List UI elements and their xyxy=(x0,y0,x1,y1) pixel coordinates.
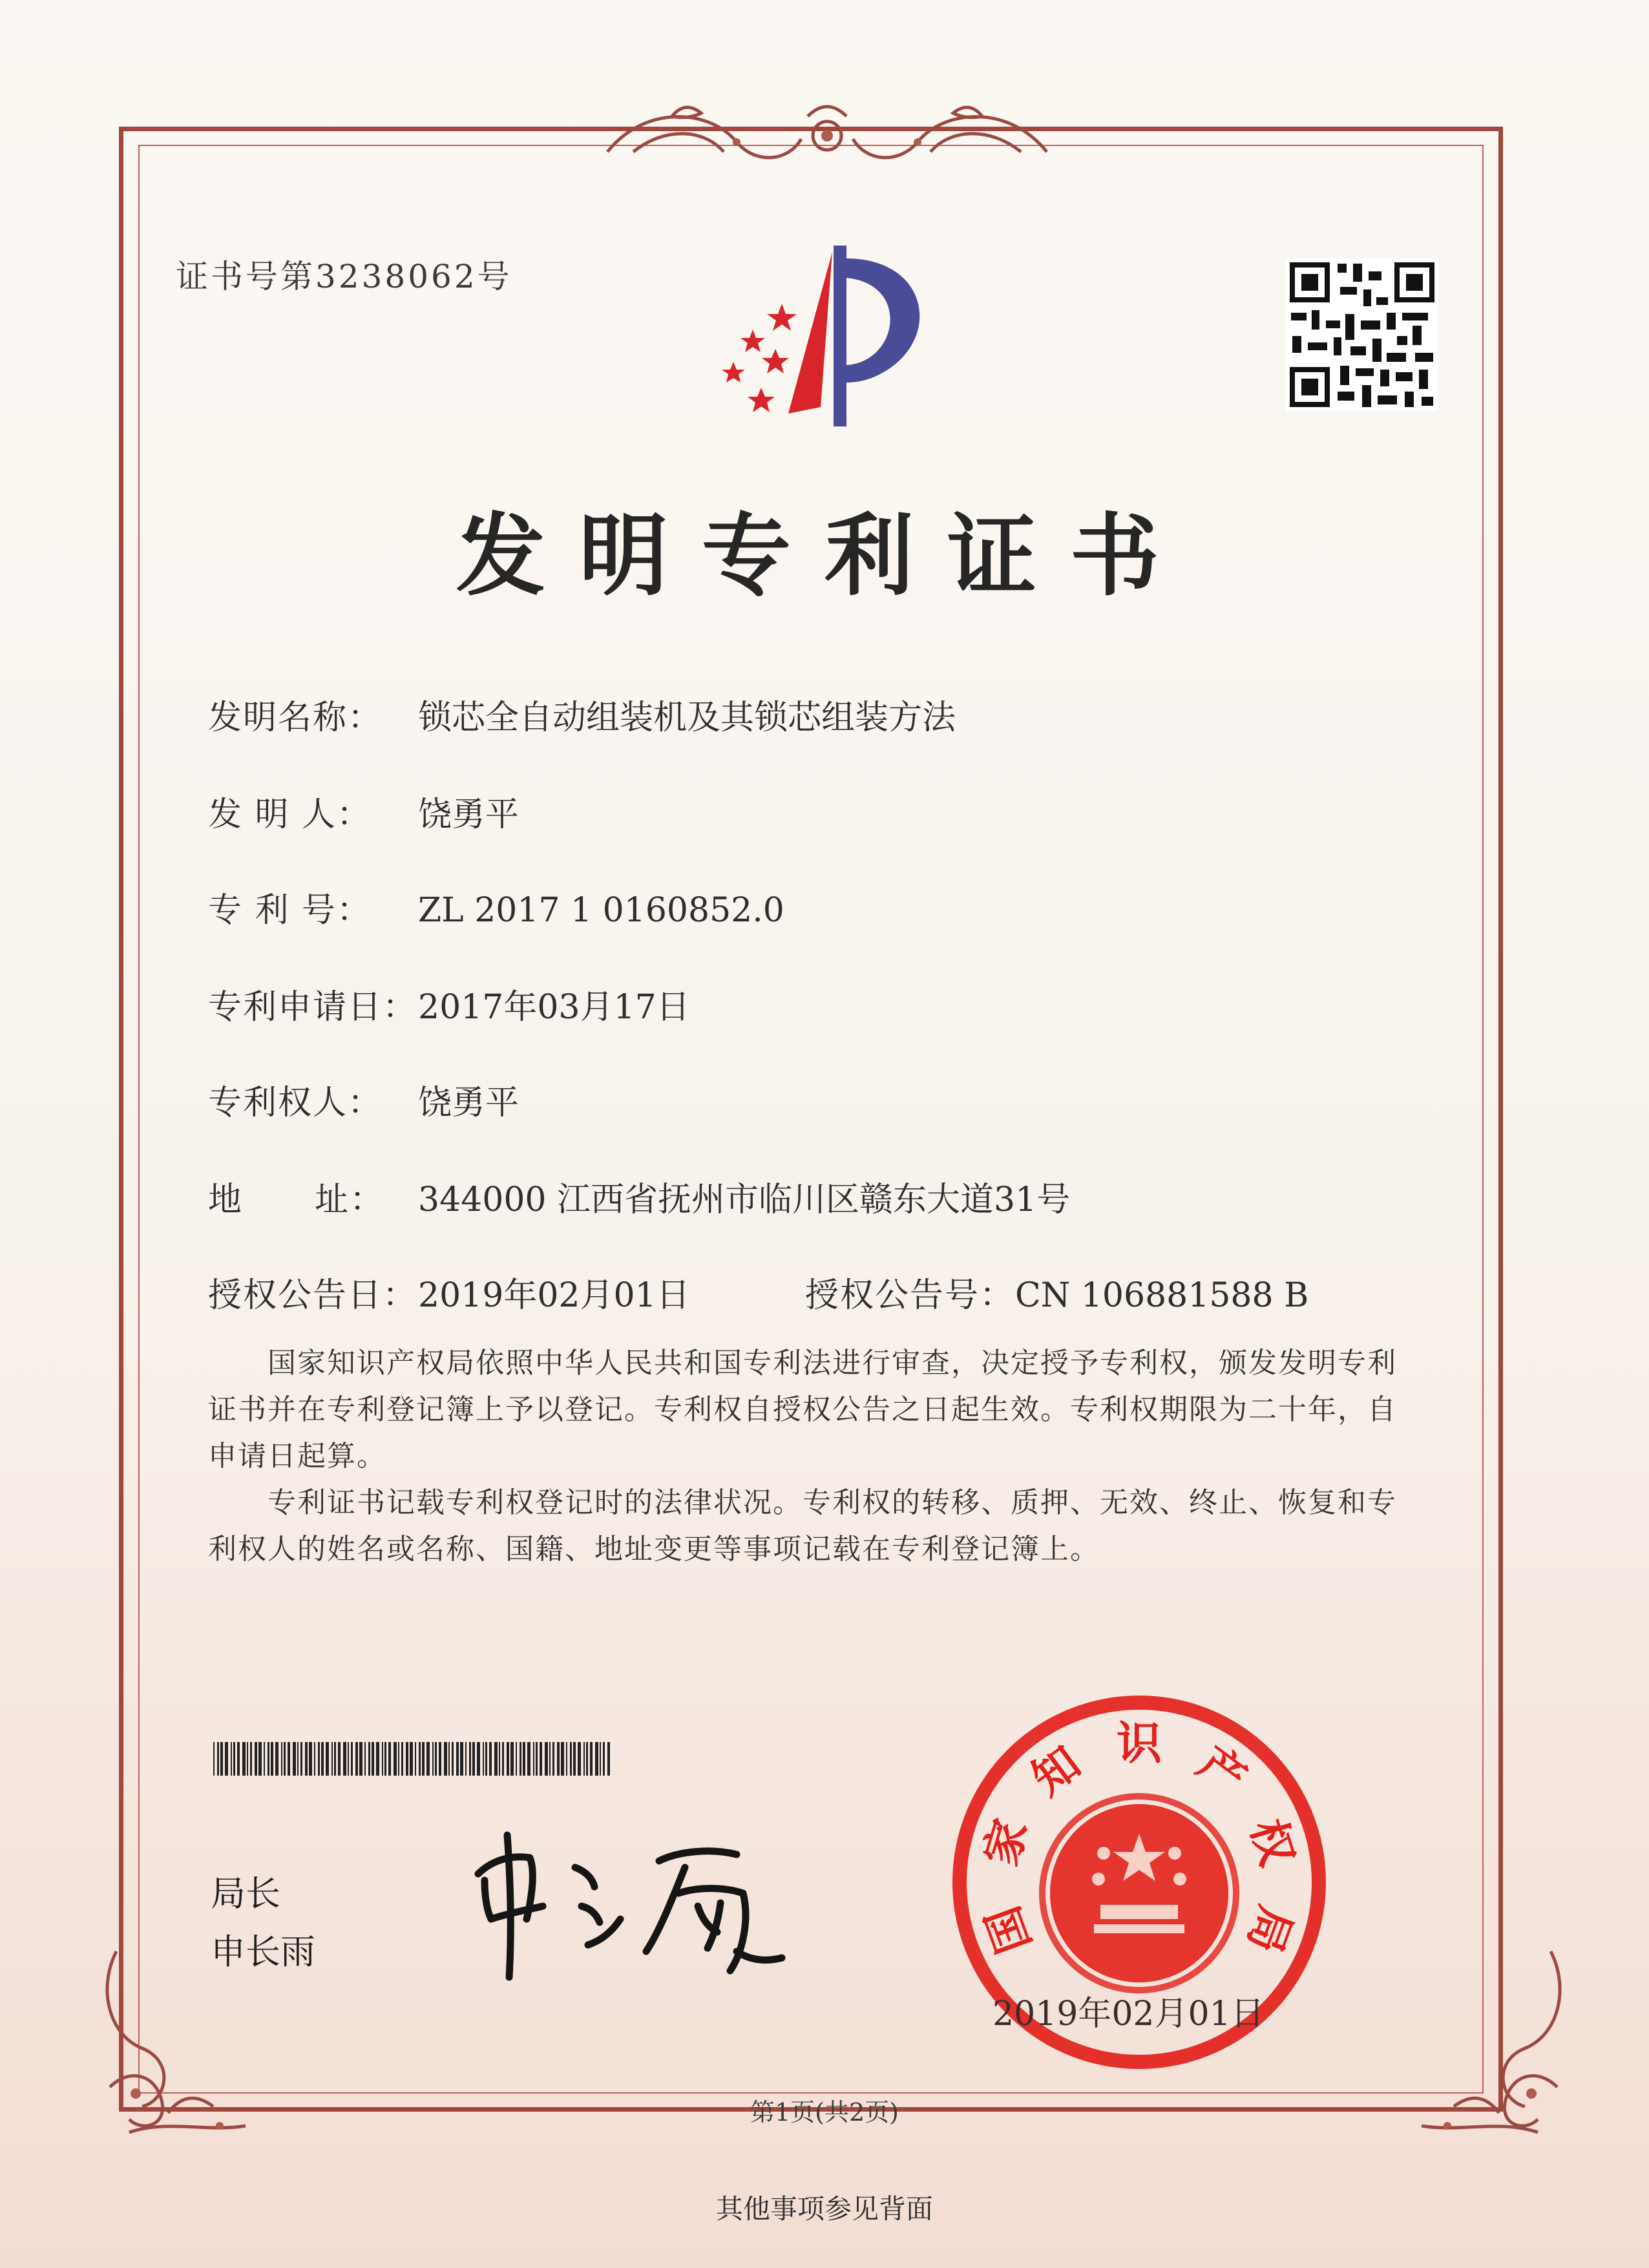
footer-note: 其他事项参见背面 xyxy=(715,2193,933,2225)
top-ornament xyxy=(569,90,1086,174)
grant-number-value: CN 106881588 B xyxy=(1015,1276,1309,1315)
application-date-label: 专利申请日： xyxy=(208,988,418,1027)
grant-number-label: 授权公告号： xyxy=(805,1276,1015,1315)
field-invention-name xyxy=(208,690,956,739)
seal-character: 国 xyxy=(976,1899,1042,1960)
handwritten-signature xyxy=(465,1822,801,1990)
invention-name-value: 锁芯全自动组装机及其锁芯组装方法 xyxy=(418,698,956,737)
address-label: 地 址： xyxy=(208,1181,385,1219)
patentee-value: 饶勇平 xyxy=(418,1084,520,1122)
inventor-value: 饶勇平 xyxy=(418,795,520,834)
field-inventor xyxy=(208,787,519,835)
seal-character: 局 xyxy=(1237,1899,1303,1960)
seal-date: 2019年02月01日 xyxy=(993,1995,1265,2033)
statement-2-text: 专利证书记载专利权登记时的法律状况。专利权的转移、质押、无效、终止、恢复和专利权人的姓名或名称、国籍、地址变更等事项记载在专利登记簿上。 xyxy=(208,1486,1397,1566)
qr-code xyxy=(1286,258,1438,411)
director-title: 局长 xyxy=(211,1873,280,1914)
statement-paragraph-1 xyxy=(208,1340,1410,1480)
page-number: 第1页(共2页) xyxy=(750,2098,899,2126)
certificate-number: 证书号第3238062号 xyxy=(176,258,512,295)
invention-name-label: 发明名称： xyxy=(208,698,383,737)
patentee-label: 专利权人： xyxy=(208,1084,383,1122)
seal-character: 权 xyxy=(1240,1813,1305,1872)
inventor-label: 发 明 人： xyxy=(208,795,372,834)
patent-number-value: ZL 2017 1 0160852.0 xyxy=(418,891,784,930)
seal-character: 知 xyxy=(1022,1736,1091,1806)
seal-character: 家 xyxy=(974,1813,1038,1872)
director-name: 申长雨 xyxy=(211,1931,315,1972)
field-grant-number xyxy=(805,1268,1308,1316)
statement-1-text: 国家知识产权局依照中华人民共和国专利法进行审查，决定授予专利权，颁发发明专利证书并在专利登记簿上予以登记。专利权自授权公告之日起生效。专利权期限为二十年，自申请日起算。 xyxy=(208,1347,1397,1473)
barcode xyxy=(213,1742,614,1776)
field-application-date xyxy=(208,980,690,1028)
address-value: 344000 江西省抚州市临川区赣东大道31号 xyxy=(418,1181,1071,1219)
grant-date-value: 2019年02月01日 xyxy=(418,1276,690,1315)
grant-date-label: 授权公告日： xyxy=(208,1276,418,1315)
patent-office-logo xyxy=(685,239,956,433)
seal-character: 识 xyxy=(1117,1717,1162,1770)
patent-number-label: 专 利 号： xyxy=(208,891,372,930)
field-grant-date xyxy=(208,1268,690,1316)
certificate-title: 发明专利证书 xyxy=(456,504,1193,608)
field-patent-number xyxy=(208,883,784,931)
seal-character: 产 xyxy=(1188,1736,1256,1806)
field-patentee xyxy=(208,1075,519,1124)
statement-paragraph-2 xyxy=(208,1480,1410,1573)
field-address xyxy=(208,1172,1070,1221)
application-date-value: 2017年03月17日 xyxy=(418,988,690,1027)
